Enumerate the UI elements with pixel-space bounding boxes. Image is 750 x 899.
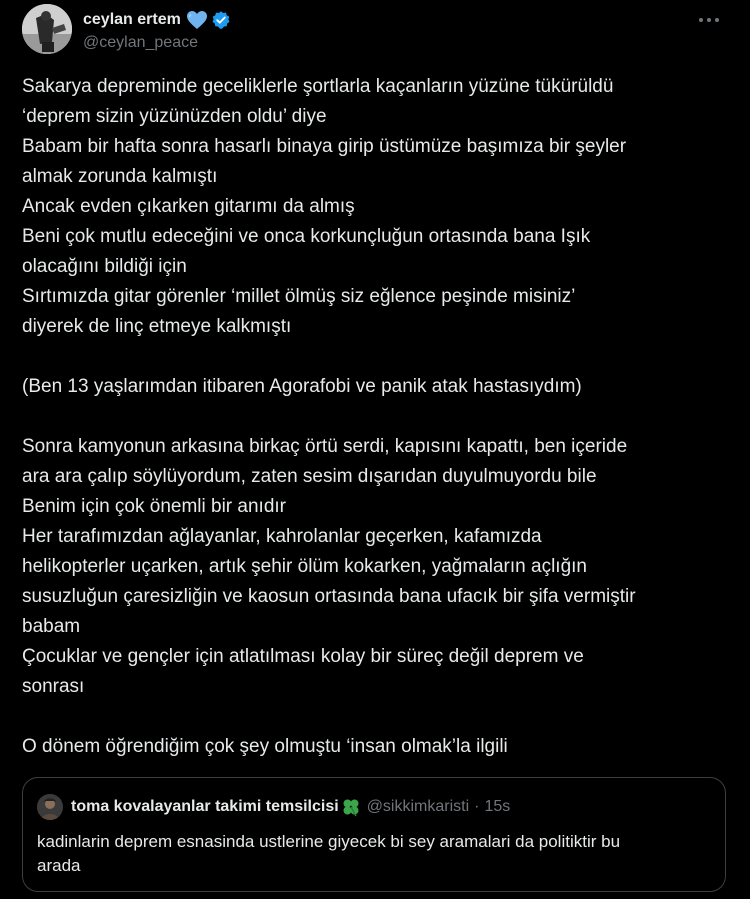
more-horizontal-icon: [698, 17, 720, 23]
tweet-text: [22, 72, 732, 762]
tweet-line: Babam bir hafta sonra hasarlı binaya girip üstümüze başımıza bir şeyler: [22, 136, 627, 157]
tweet-line: Ancak evden çıkarken gitarımı da almış: [22, 196, 355, 217]
quoted-avatar[interactable]: [37, 794, 63, 820]
tweet-line: ara ara çalıp söylüyordum, zaten sesim dışarıdan duyulmuyordu bile: [22, 466, 597, 487]
author-display-name[interactable]: ceylan ertem: [83, 11, 181, 28]
quoted-tweet[interactable]: [22, 777, 726, 892]
tweet-line: olacağını bildiği için: [22, 256, 187, 277]
tweet-paragraph: [22, 72, 732, 342]
tweet-line: diyerek de linç etmeye kalkmıştı: [22, 316, 292, 337]
quoted-handle[interactable]: @sikkimkaristi: [366, 798, 470, 815]
author-handle[interactable]: @ceylan_peace: [83, 34, 198, 51]
four-leaf-clover-icon: [341, 797, 361, 817]
tweet-header: [22, 4, 732, 56]
tweet-line: sonrası: [22, 676, 85, 697]
tweet-line: susuzluğun çaresizliğin ve kaosun ortasında bana ufacık bir şifa vermiştir: [22, 586, 636, 607]
tweet-line: (Ben 13 yaşlarımdan itibaren Agorafobi ve panik atak hastasıydım): [22, 376, 582, 397]
quoted-line: kadinlarin deprem esnasinda ustlerine giyecek bi sey aramalari da politiktir bu: [37, 832, 621, 851]
tweet-line: helikopterler uçarken, artık şehir ölüm kokarken, yağmaların açlığın: [22, 556, 587, 577]
blue-heart-icon: [186, 10, 208, 30]
tweet-line: O dönem öğrendiğim çok şey olmuştu ‘insan olmak’la ilgili: [22, 736, 508, 757]
more-button[interactable]: [692, 10, 726, 30]
tweet-line: Benim için çok önemli bir anıdır: [22, 496, 286, 517]
tweet-line: Sırtımızda gitar görenler ‘millet ölmüş siz eğlence peşinde misiniz’: [22, 286, 576, 307]
quoted-tweet-header: [37, 794, 510, 820]
quoted-timestamp[interactable]: 15s: [484, 798, 511, 815]
tweet-line: Sonra kamyonun arkasına birkaç örtü serdi, kapısını kapattı, ben içeride: [22, 436, 628, 457]
avatar[interactable]: [22, 4, 72, 54]
tweet-line: almak zorunda kalmıştı: [22, 166, 218, 187]
quoted-display-name[interactable]: toma kovalayanlar takimi temsilcisi: [71, 798, 339, 815]
tweet-line: babam: [22, 616, 81, 637]
separator-dot: ·: [474, 798, 480, 815]
tweet-paragraph: [22, 432, 732, 702]
tweet-paragraph: [22, 732, 732, 762]
quoted-tweet-text: [37, 830, 713, 878]
tweet-line: Çocuklar ve gençler için atlatılması kolay bir süreç değil deprem ve: [22, 646, 584, 667]
tweet-line: Beni çok mutlu edeceğini ve onca korkunçluğun ortasında bana Işık: [22, 226, 591, 247]
quoted-line: arada: [37, 856, 81, 875]
tweet-line: Sakarya depreminde geceliklerle şortlarla kaçanların yüzüne tükürüldü: [22, 76, 614, 97]
verified-badge-icon[interactable]: [211, 10, 231, 30]
author-names: [83, 9, 231, 52]
tweet-paragraph: [22, 372, 732, 402]
tweet-line: ‘deprem sizin yüzünüzden oldu’ diye: [22, 106, 327, 127]
tweet-line: Her tarafımızdan ağlayanlar, kahrolanlar geçerken, kafamızda: [22, 526, 542, 547]
